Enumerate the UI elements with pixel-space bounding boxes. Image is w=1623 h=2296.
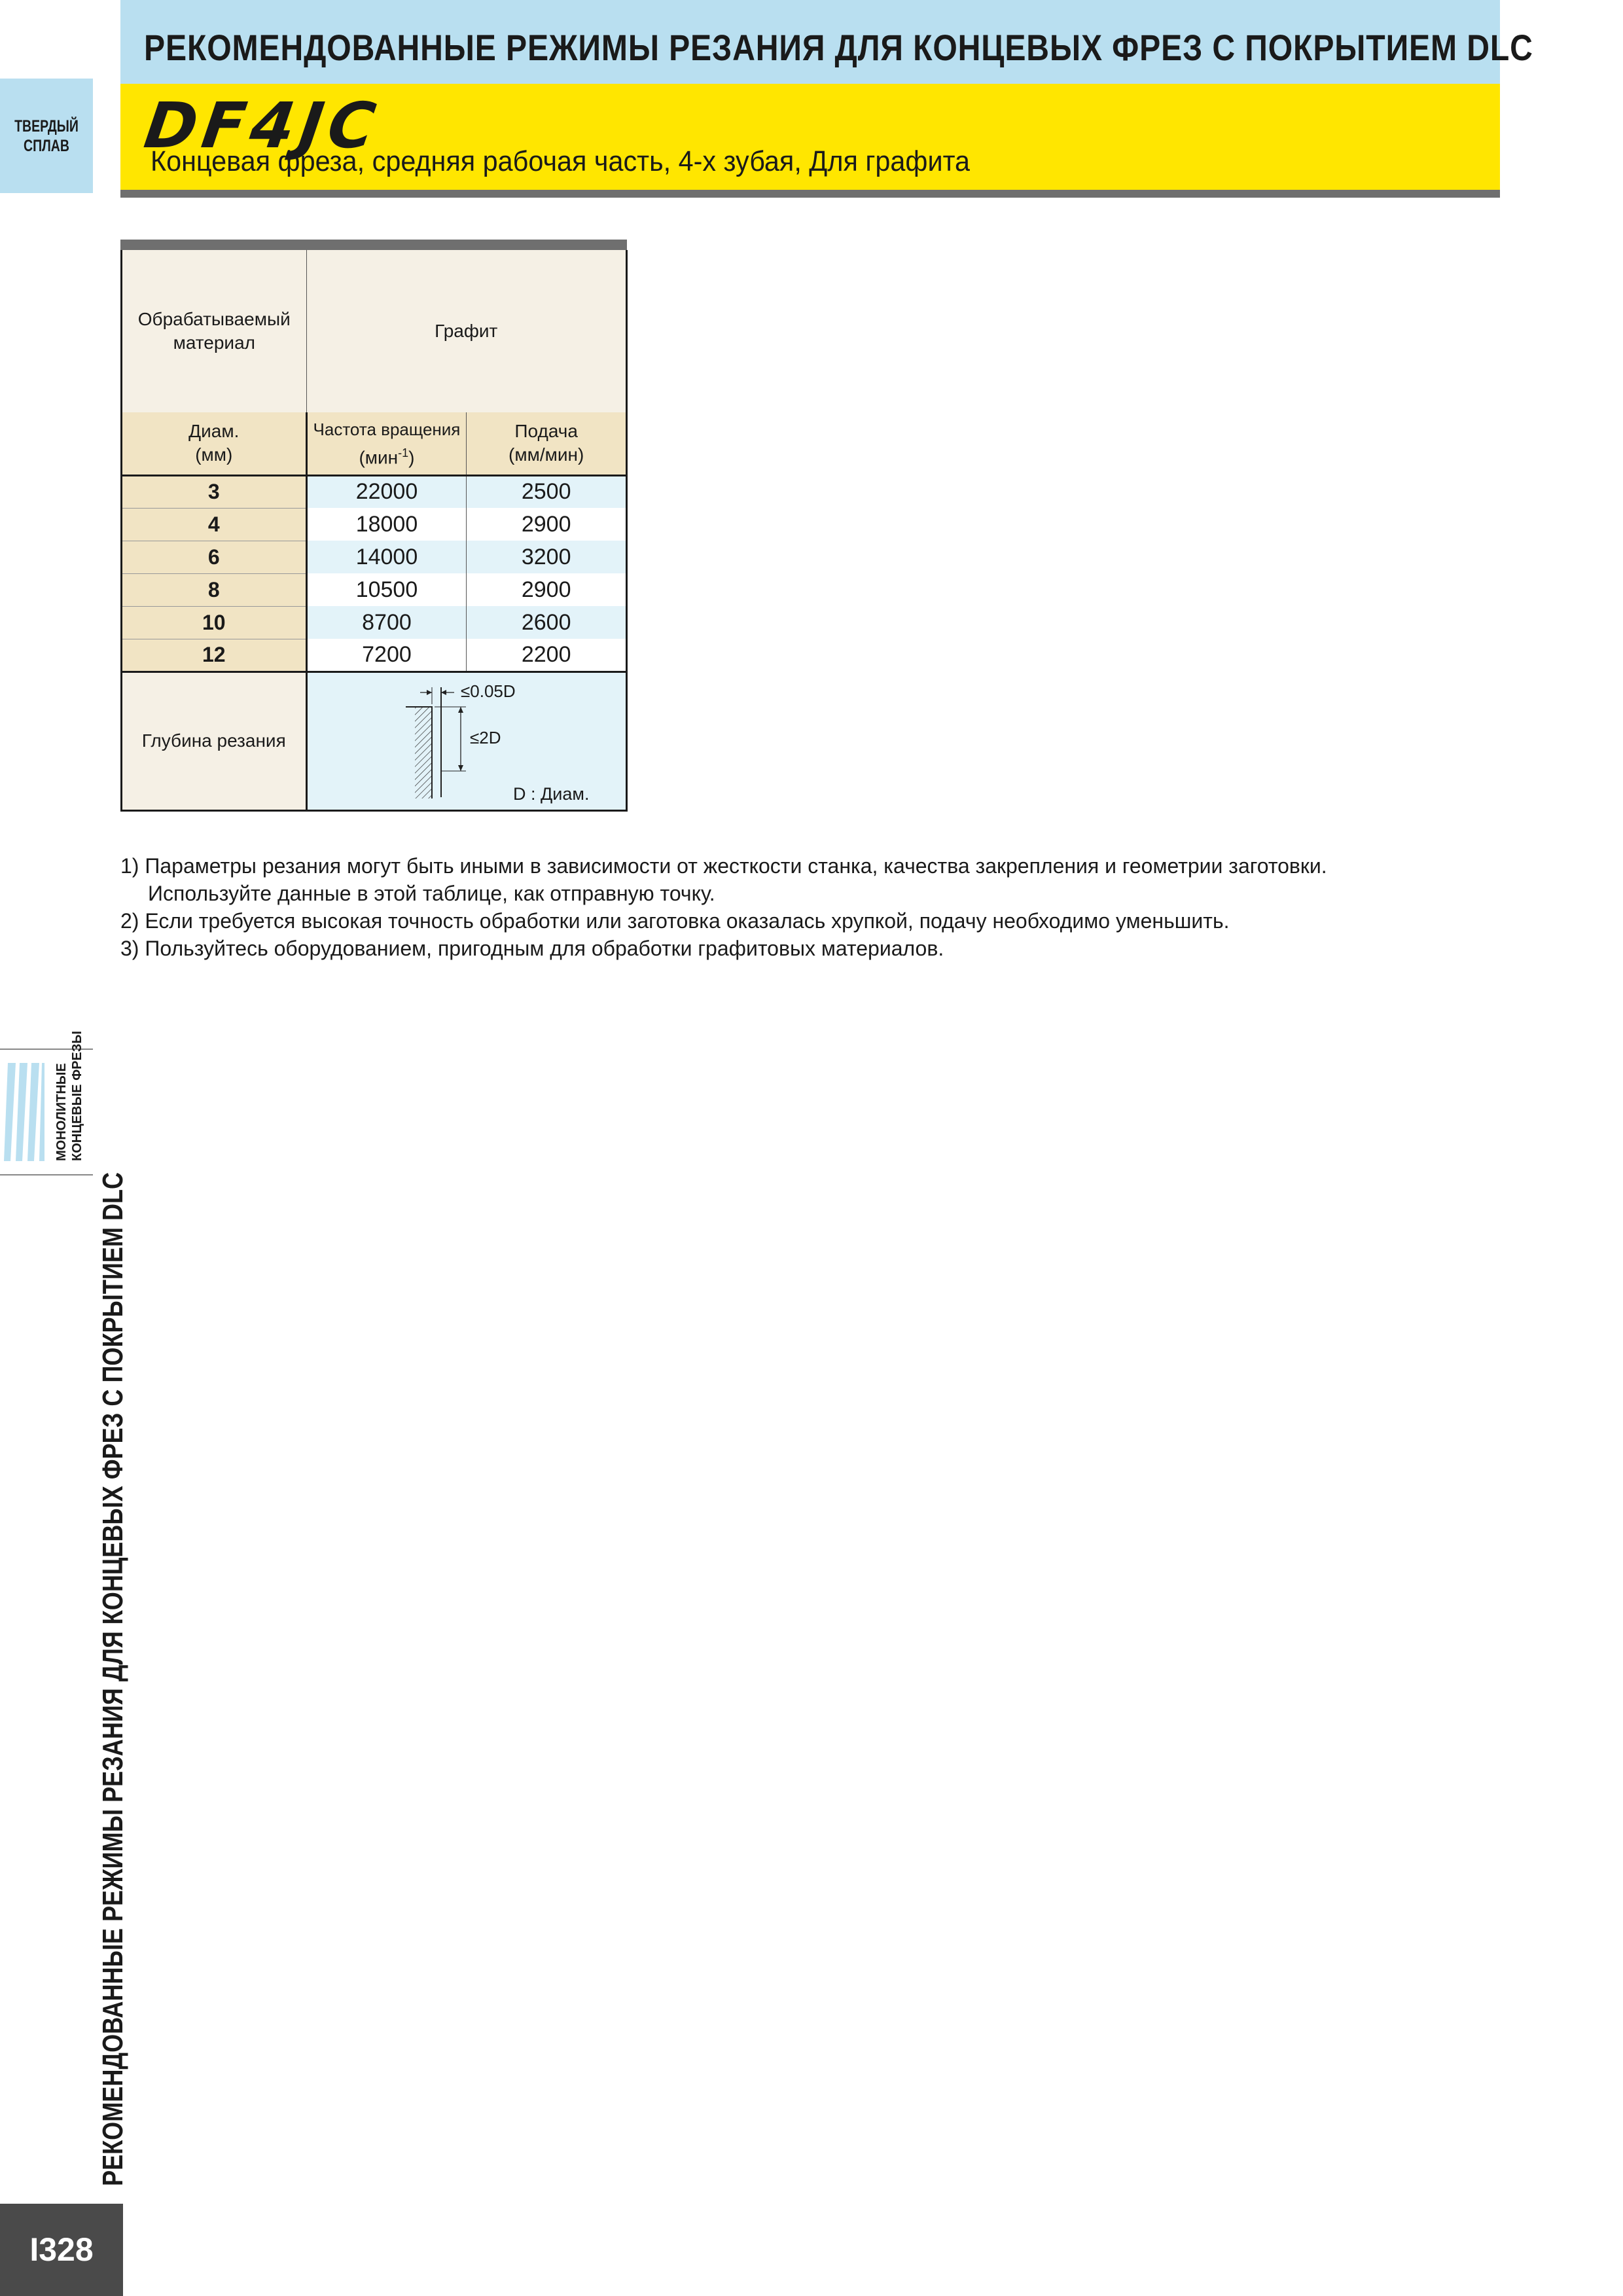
depth-of-cut-diagram	[308, 673, 628, 808]
table-row	[122, 573, 627, 606]
material-label-line2: материал	[173, 332, 255, 353]
radial-arrowhead-left	[427, 690, 432, 695]
table-top-bar	[120, 240, 627, 250]
material-value-cell	[306, 250, 626, 412]
feed-cell: 2600	[467, 606, 627, 639]
end-mill-flutes-icon	[4, 1063, 45, 1161]
col-feed-line2: (мм/мин)	[508, 444, 584, 465]
feed-cell: 3200	[467, 541, 627, 573]
material-tab-line1: ТВЕРДЫЙ	[14, 117, 79, 135]
diam-cell: 4	[122, 508, 307, 541]
notes-block	[120, 852, 1327, 962]
note-1: 1) Параметры резания могут быть иными в зависимости от жесткости станка, качества закрепления и геометрии заготовки.	[120, 854, 1327, 878]
depth-label-cell	[122, 672, 307, 810]
col-header-diam	[122, 412, 307, 475]
rpm-cell: 10500	[306, 573, 467, 606]
table-row	[122, 508, 627, 541]
col-rpm-line2	[308, 441, 467, 469]
radial-arrowhead-right	[441, 690, 446, 695]
feed-cell: 2500	[467, 475, 627, 508]
axial-arrowhead-top	[458, 707, 463, 713]
col-rpm-line1: Частота вращения	[313, 419, 461, 439]
header-model-bar	[120, 84, 1500, 190]
table-row	[122, 606, 627, 639]
note-2: 2) Если требуется высокая точность обработки или заготовка оказалась хрупкой, подачу необходимо уменьшить.	[120, 909, 1230, 933]
rpm-cell: 22000	[306, 475, 467, 508]
diam-cell: 6	[122, 541, 307, 573]
radial-depth-label: ≤0.05D	[460, 681, 516, 701]
col-rpm-unit-close: )	[408, 446, 415, 467]
col-rpm-unit: (мин	[359, 446, 399, 467]
model-name: DF4JC	[140, 89, 385, 162]
page-title: РЕКОМЕНДОВАННЫЕ РЕЖИМЫ РЕЗАНИЯ ДЛЯ КОНЦЕВЫХ ФРЕЗ С ПОКРЫТИЕМ DLC	[144, 27, 1533, 68]
workpiece-hatch	[415, 707, 432, 798]
diam-cell: 10	[122, 606, 307, 639]
header-title-bar	[120, 0, 1533, 84]
rpm-cell: 14000	[306, 541, 467, 573]
diam-cell: 8	[122, 573, 307, 606]
table-row	[122, 541, 627, 573]
material-label-line1: Обрабатываемый	[137, 309, 291, 329]
rpm-cell: 8700	[306, 606, 467, 639]
diam-cell: 12	[122, 639, 307, 672]
axial-arrowhead-bottom	[458, 765, 463, 771]
note-3: 3) Пользуйтесь оборудованием, пригодным для обработки графитовых материалов.	[120, 937, 944, 960]
material-tab[interactable]	[0, 79, 93, 193]
category-line2: КОНЦЕВЫЕ ФРЕЗЫ	[70, 1031, 84, 1161]
side-vertical-title: РЕКОМЕНДОВАННЫЕ РЕЖИМЫ РЕЗАНИЯ ДЛЯ КОНЦЕВЫХ ФРЕЗ С ПОКРЫТИЕМ DLC	[97, 1172, 129, 2186]
feed-cell: 2900	[467, 573, 627, 606]
note-1-cont: Используйте данные в этой таблице, как отправную точку.	[148, 882, 715, 905]
feed-cell: 2900	[467, 508, 627, 541]
category-tab[interactable]	[0, 1031, 93, 1175]
cutting-conditions-table	[120, 250, 628, 812]
page-number: I328	[0, 2204, 123, 2296]
header-rule	[120, 190, 1500, 198]
axial-depth-label: ≤2D	[469, 727, 501, 747]
model-description: Концевая фреза, средняя рабочая часть, 4-х зубая, Для графита	[151, 145, 971, 177]
col-diam-line1: Диам.	[188, 421, 240, 442]
diam-cell: 3	[122, 475, 307, 508]
col-header-rpm	[306, 412, 467, 475]
table-row	[122, 475, 627, 508]
col-feed-line1: Подача	[514, 421, 578, 442]
material-value: Графит	[435, 321, 498, 341]
material-tab-line2: СПЛАВ	[24, 137, 69, 155]
depth-label: Глубина резания	[141, 730, 286, 751]
depth-legend: D : Диам.	[512, 783, 589, 804]
feed-cell: 2200	[467, 639, 627, 672]
col-rpm-unit-sup: -1	[398, 446, 409, 459]
material-label-cell	[122, 250, 307, 412]
depth-diagram-cell	[306, 672, 626, 810]
col-header-feed	[467, 412, 627, 475]
category-line1: МОНОЛИТНЫЕ	[54, 1063, 69, 1161]
rpm-cell: 18000	[306, 508, 467, 541]
col-diam-line2: (мм)	[195, 444, 233, 465]
table-row	[122, 639, 627, 672]
rpm-cell: 7200	[306, 639, 467, 672]
